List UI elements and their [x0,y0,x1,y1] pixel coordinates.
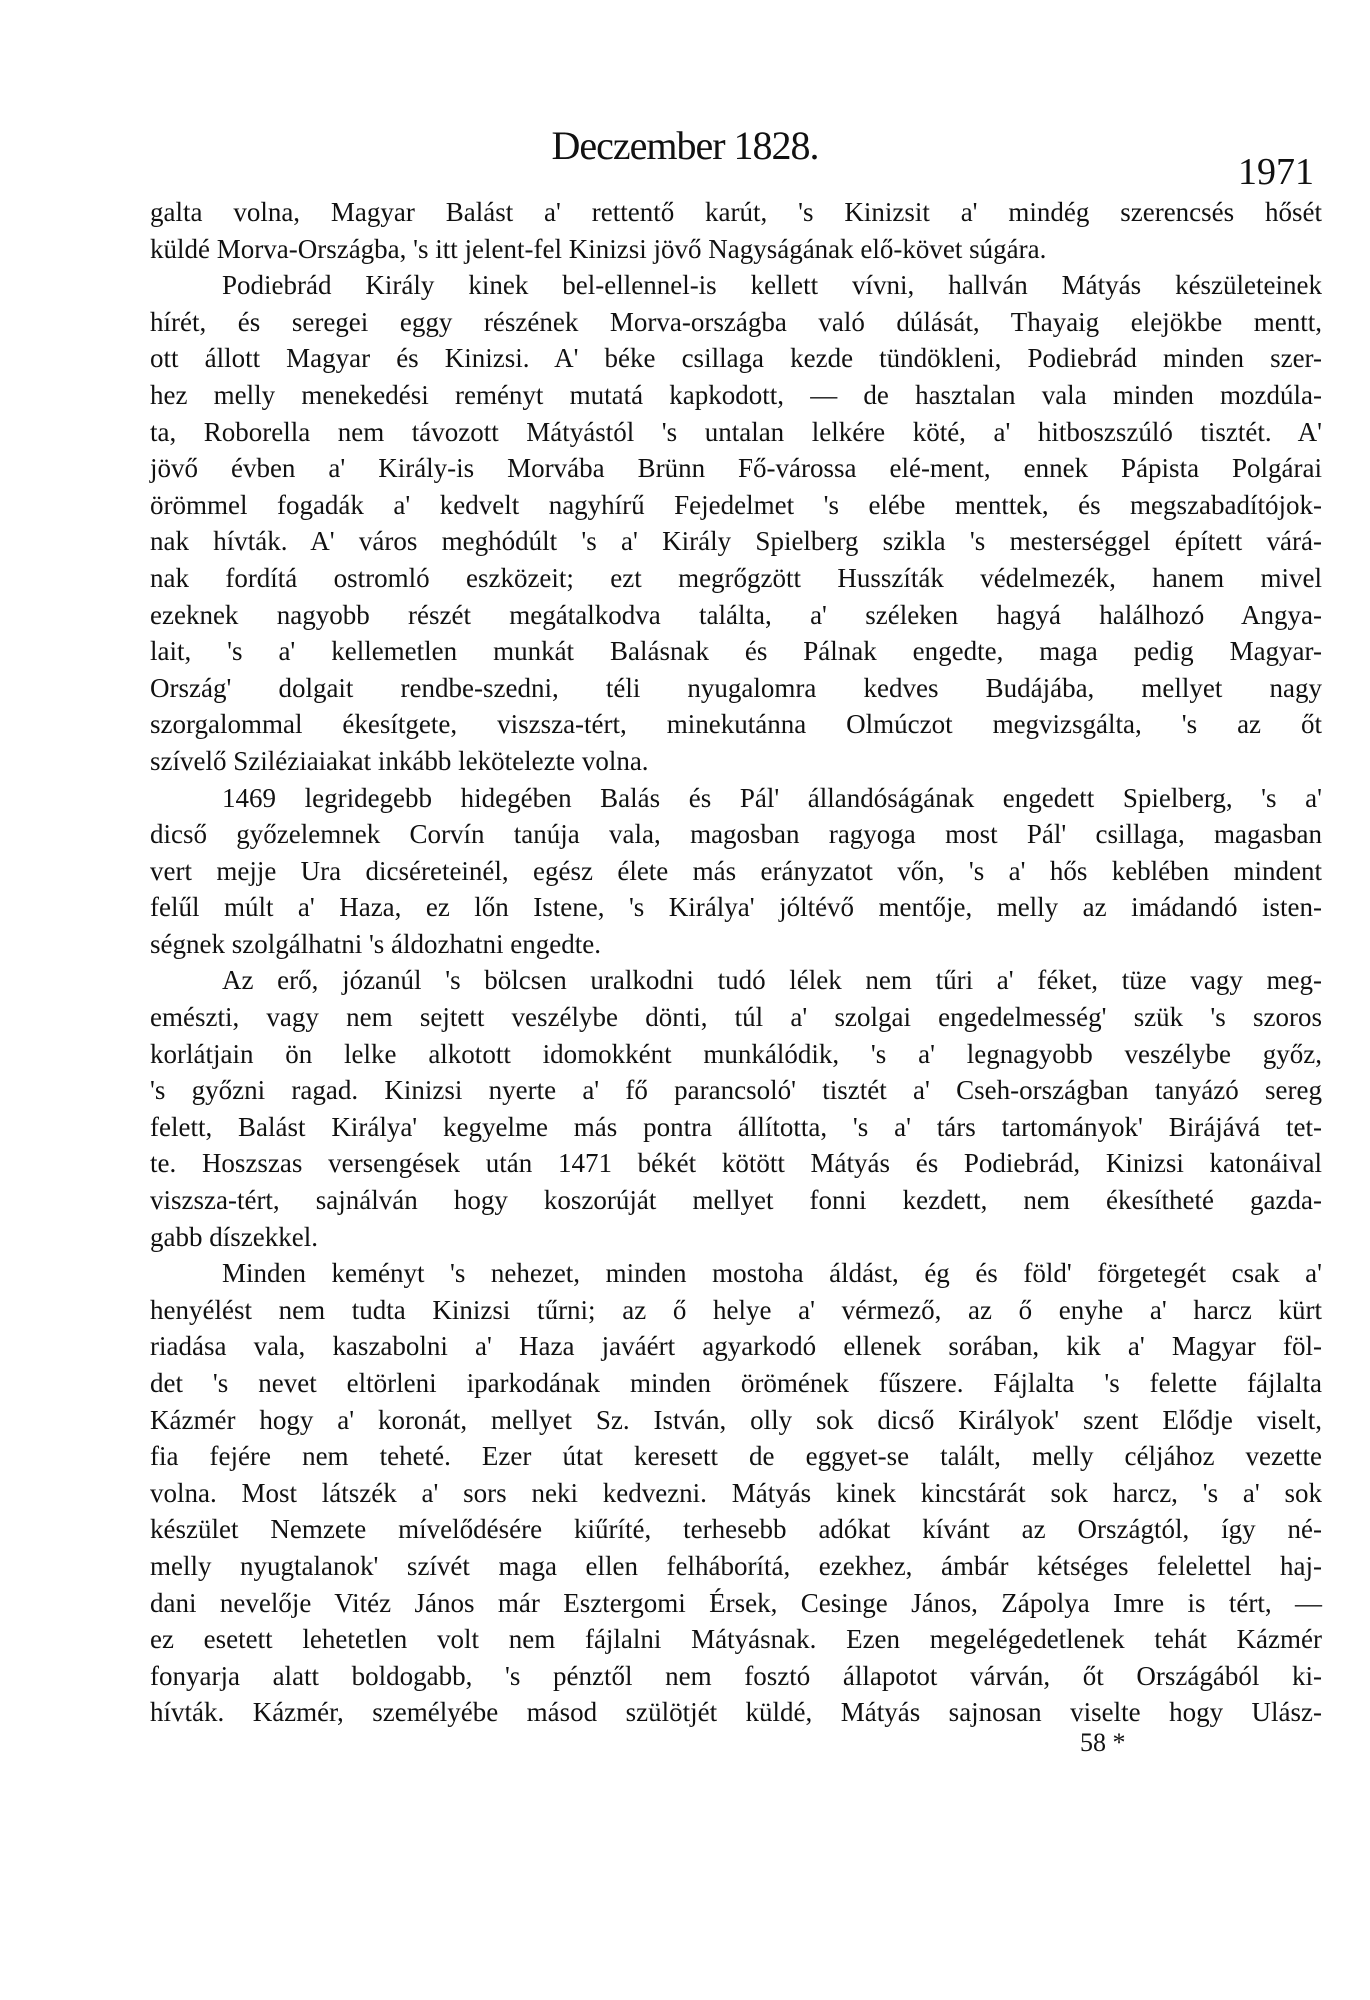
text-line: hez melly menekedési reményt mutatá kapkodott, — de hasztalan vala minden mozdúla- [150,379,1322,410]
text-line: készület Nemzete mívelődésére kiűríté, terhesebb adókat kívánt az Országtól, így né- [150,1514,1322,1545]
text-line: hírét, és seregei eggy részének Morva-országba való dúlását, Thayaig elejökbe mentt, [150,306,1322,337]
text-line: ezeknek nagyobb részét megátalkodva találta, a' széleken hagyá halálhozó Angya- [150,599,1322,630]
text-line: hívták. Kázmér, személyébe másod szülötjét küldé, Mátyás sajnosan viselte hogy Ulász- [150,1697,1322,1728]
paragraph-first-line: Minden keményt 's nehezet, minden mostoha áldást, ég és föld' förgetegét csak a' [222,1258,1322,1289]
paragraph-first-line: Podiebrád Király kinek bel-ellennel-is kellett vívni, hallván Mátyás készületeinek [222,270,1322,301]
text-line: felett, Balást Királya' kegyelme más pontra állította, 's a' társ tartományok' Birájává tet- [150,1111,1322,1142]
body-text [150,194,1322,1731]
text-line: ta, Roborella nem távozott Mátyástól 's untalan lelkére köté, a' hitboszszúló tisztét. A' [150,416,1322,447]
text-line: szorgalommal ékesítgete, viszsza-tért, minekutánna Olmúczot megvizsgálta, 's az őt [150,709,1322,740]
text-line: emészti, vagy nem sejtett veszélybe dönti, túl a' szolgai engedelmesség' szük 's szoros [150,1002,1322,1033]
text-line: ott állott Magyar és Kinizsi. A' béke csillaga kezde tündökleni, Podiebrád minden szer- [150,343,1322,374]
text-line: nak fordítá ostromló eszközeit; ezt megrőgzött Husszíták védelmezék, hanem mivel [150,562,1322,593]
text-line: küldé Morva-Országba, 's itt jelent-fel Kinizsi jövő Nagyságának elő-követ súgára. [150,233,1047,264]
text-line: riadása vala, kaszabolni a' Haza javáért agyarkodó ellenek sorában, kik a' Magyar föl- [150,1331,1322,1362]
text-line: lait, 's a' kellemetlen munkát Balásnak és Pálnak engedte, maga pedig Magyar- [150,636,1322,667]
text-line: fia fejére nem teheté. Ezer útat keresett de eggyet-se talált, melly céljához vezette [150,1441,1322,1472]
text-line: galta volna, Magyar Balást a' rettentő karút, 's Kinizsit a' mindég szerencsés hősét [150,197,1322,227]
text-line: volna. Most látszék a' sors neki kedvezni. Mátyás kinek kincstárát sok harcz, 's a' sok [150,1477,1322,1508]
text-line: ez esetett lehetetlen volt nem fájlalni Mátyásnak. Ezen megelégedetlenek tehát Kázmér [150,1624,1322,1655]
text-line: gabb díszekkel. [150,1221,318,1252]
text-line: vert mejje Ura dicséreteinél, egész élete más erányzatot vőn, 's a' hős keblében mindent [150,855,1322,886]
text-line: dani nevelője Vitéz János már Esztergomi Érsek, Cesinge János, Zápolya Imre is tért, — [150,1587,1322,1618]
text-line: te. Hoszszas versengések után 1471 békét kötött Mátyás és Podiebrád, Kinizsi katonáival [150,1148,1322,1179]
page-number: 1971 [1238,151,1314,193]
text-line: melly nyugtalanok' szívét maga ellen felháborítá, ezekhez, ámbár kétséges felelettel haj- [150,1550,1322,1581]
text-line: nak hívták. A' város meghódúlt 's a' Király Spielberg szikla 's mesterséggel épített várá- [150,526,1322,557]
text-line: felűl múlt a' Haza, ez lőn Istene, 's Királya' jóltévő mentője, melly az imádandó isten- [150,892,1322,923]
text-line: jövő évben a' Király-is Morvába Brünn Fő-várossa elé-ment, ennek Pápista Polgárai [150,453,1322,484]
paragraph-first-line: Az erő, józanúl 's bölcsen uralkodni tudó lélek nem tűri a' féket, tüze vagy meg- [222,965,1322,996]
text-line: korlátjain ön lelke alkotott idomokként munkálódik, 's a' legnagyobb veszélybe győz, [150,1038,1322,1069]
text-line: örömmel fogadák a' kedvelt nagyhírű Fejedelmet 's elébe menttek, és megszabadítójok- [150,489,1322,520]
text-line: ségnek szolgálhatni 's áldozhatni engedte. [150,928,601,959]
signature-mark: 58 * [1080,1728,1126,1757]
running-header: Deczember 1828. [551,123,819,168]
text-line: viszsza-tért, sajnálván hogy koszorúját mellyet fonni kezdett, nem ékesítheté gazda- [150,1185,1322,1216]
text-line: det 's nevet eltörleni iparkodának minden örömének fűszere. Fájlalta 's felette fájlalta [150,1368,1322,1398]
text-line: Ország' dolgait rendbe-szedni, téli nyugalomra kedves Budájába, mellyet nagy [150,672,1322,703]
paragraph-first-line: 1469 legridegebb hidegében Balás és Pál' állandóságának engedett Spielberg, 's a' [222,782,1322,813]
text-line: henyélést nem tudta Kinizsi tűrni; az ő helye a' vérmező, az ő enyhe a' harcz kürt [150,1294,1322,1325]
text-line: 's győzni ragad. Kinizsi nyerte a' fő parancsoló' tisztét a' Cseh-országban tanyázó sereg [150,1075,1322,1106]
text-line: dicső győzelemnek Corvín tanúja vala, magosban ragyoga most Pál' csillaga, magasban [150,819,1322,850]
text-line: szívelő Sziléziaiakat inkább lekötelezte volna. [150,745,649,776]
text-line: Kázmér hogy a' koronát, mellyet Sz. István, olly sok dicső Királyok' szent Elődje viselt, [150,1404,1322,1435]
text-line: fonyarja alatt boldogabb, 's pénztől nem fosztó állapotot várván, őt Országából ki- [150,1660,1322,1691]
